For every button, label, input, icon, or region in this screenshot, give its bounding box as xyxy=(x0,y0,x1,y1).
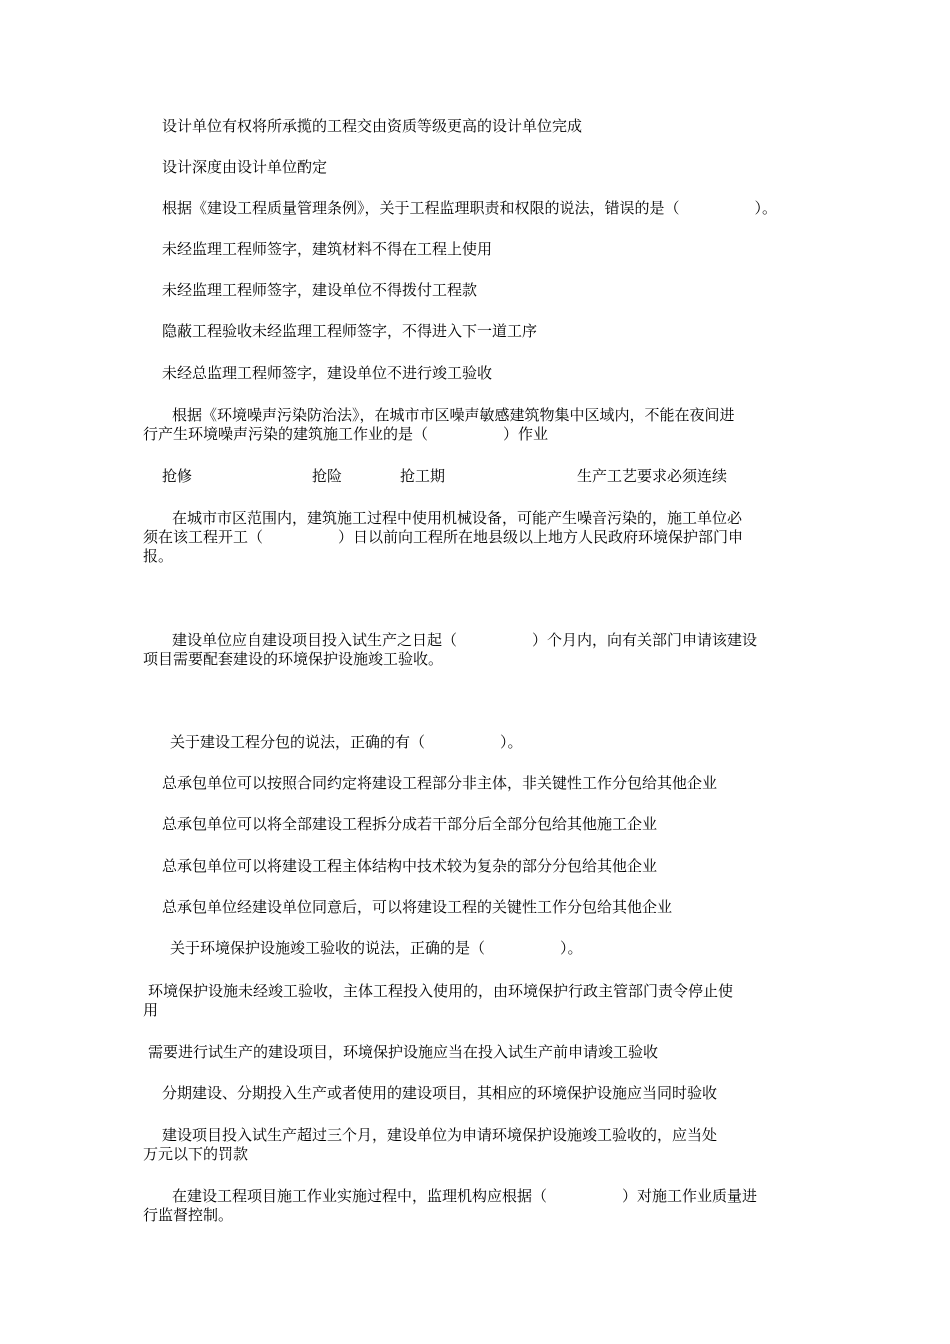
question-text: 行产生环境噪声污染的建筑施工作业的是（ ）作业 xyxy=(143,425,549,443)
question-text: 行监督控制。 xyxy=(143,1206,234,1224)
option-text: 总承包单位可以将建设工程主体结构中技术较为复杂的部分分包给其他企业 xyxy=(162,857,658,875)
question-text: 根据《环境噪声污染防治法》，在城市市区噪声敏感建筑物集中区域内，不能在夜间进 xyxy=(172,406,735,424)
option-text: 总承包单位可以按照合同约定将建设工程部分非主体，非关键性工作分包给其他企业 xyxy=(162,774,718,792)
question-text: 报。 xyxy=(143,547,174,565)
option-text: 总承包单位可以将全部建设工程拆分成若干部分后全部分包给其他施工企业 xyxy=(162,815,658,833)
option-text: 抢工期 xyxy=(400,467,446,485)
option-text: 环境保护设施未经竣工验收，主体工程投入使用的，由环境保护行政主管部门责令停止使 xyxy=(148,982,734,1000)
question-text: 在建设工程项目施工作业实施过程中，监理机构应根据（ ）对施工作业质量进 xyxy=(172,1187,758,1205)
question-text: 在城市市区范围内，建筑施工过程中使用机械设备，可能产生噪音污染的，施工单位必 xyxy=(172,509,743,527)
text-line: 设计单位有权将所承揽的工程交由资质等级更高的设计单位完成 xyxy=(162,117,583,135)
question-text: 关于建设工程分包的说法，正确的有（ ）。 xyxy=(170,733,523,751)
option-text: 抢修 xyxy=(162,467,193,485)
text-line: 设计深度由设计单位酌定 xyxy=(162,158,328,176)
option-text: 分期建设、分期投入生产或者使用的建设项目，其相应的环境保护设施应当同时验收 xyxy=(162,1084,718,1102)
question-text: 根据《建设工程质量管理条例》，关于工程监理职责和权限的说法，错误的是（ ）。 xyxy=(162,199,778,217)
option-text: 抢险 xyxy=(312,467,343,485)
option-text: 未经监理工程师签字，建筑材料不得在工程上使用 xyxy=(162,240,493,258)
option-text: 建设项目投入试生产超过三个月，建设单位为申请环境保护设施竣工验收的，应当处 xyxy=(162,1126,718,1144)
option-text: 生产工艺要求必须连续 xyxy=(577,467,728,485)
question-text: 关于环境保护设施竣工验收的说法，正确的是（ ）。 xyxy=(170,939,583,957)
question-text: 须在该工程开工（ ）日以前向工程所在地县级以上地方人民政府环境保护部门申 xyxy=(143,528,744,546)
option-text: 需要进行试生产的建设项目，环境保护设施应当在投入试生产前申请竣工验收 xyxy=(148,1043,659,1061)
option-text: 隐蔽工程验收未经监理工程师签字，不得进入下一道工序 xyxy=(162,322,538,340)
option-text: 未经总监理工程师签字，建设单位不进行竣工验收 xyxy=(162,364,493,382)
option-text: 万元以下的罚款 xyxy=(143,1145,249,1163)
option-text: 未经监理工程师签字，建设单位不得拨付工程款 xyxy=(162,281,478,299)
question-text: 建设单位应自建设项目投入试生产之日起（ ）个月内，向有关部门申请该建设 xyxy=(172,631,758,649)
option-text: 总承包单位经建设单位同意后，可以将建设工程的关键性工作分包给其他企业 xyxy=(162,898,673,916)
option-text: 用 xyxy=(143,1001,159,1019)
question-text: 项目需要配套建设的环境保护设施竣工验收。 xyxy=(143,650,444,668)
